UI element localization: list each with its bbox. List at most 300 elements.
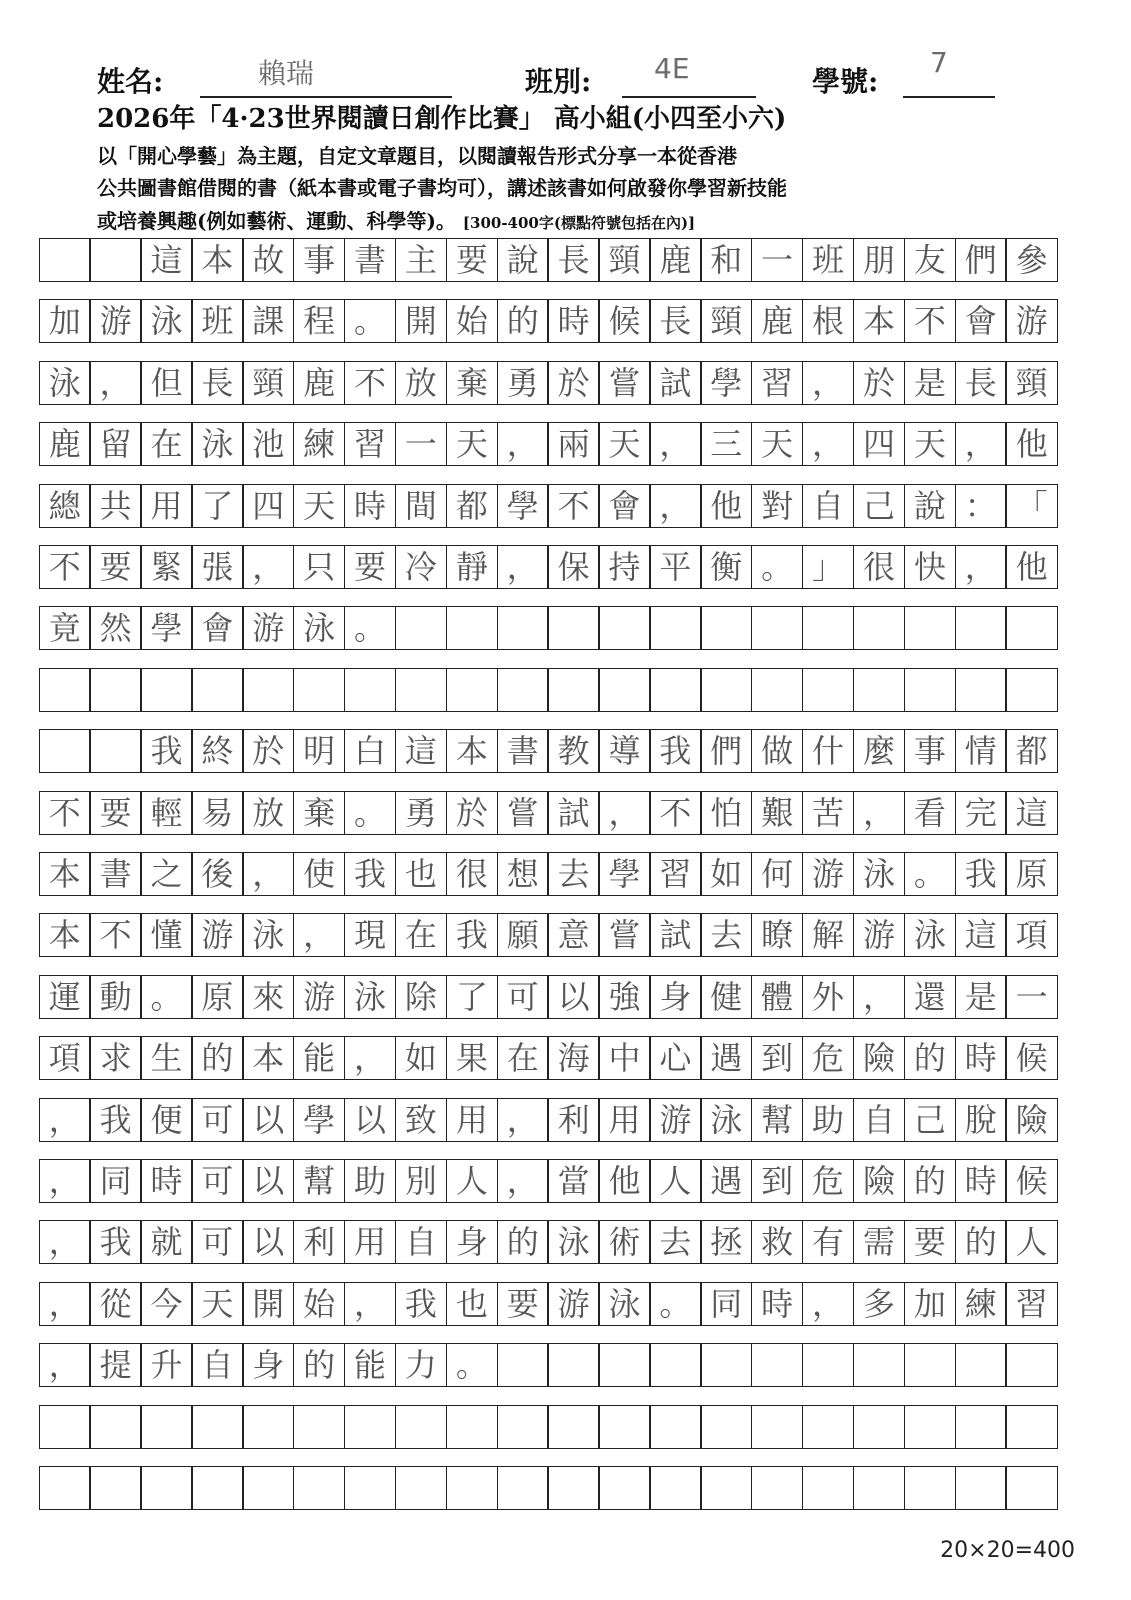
grid-cell [802, 668, 854, 712]
grid-cell: 冷 [395, 545, 447, 589]
grid-cell: 果 [446, 1036, 498, 1080]
grid-cell: 頸 [598, 238, 650, 282]
grid-cell: 泳 [904, 913, 956, 957]
grid-cell [293, 668, 345, 712]
grid-cell [802, 1466, 854, 1510]
grid-row [40, 1159, 1058, 1203]
grid-cell: 終 [191, 729, 243, 773]
grid-cell: 他 [1005, 545, 1057, 589]
grid-cell: 情 [955, 729, 1007, 773]
grid-cell: 加 [39, 299, 91, 343]
grid-cell [955, 606, 1007, 650]
grid-cell: 嘗 [598, 913, 650, 957]
grid-cell [955, 1405, 1007, 1449]
grid-cell: 白 [344, 729, 396, 773]
instruction-line-1: 以「開心學藝」為主題，自定文章題目，以閱讀報告形式分享一本從香港 [97, 144, 737, 168]
grid-cell: 我 [446, 913, 498, 957]
grid-cell: 鹿 [39, 422, 91, 466]
grid-cell: 自 [191, 1343, 243, 1387]
instruction-line-3 [97, 205, 695, 234]
grid-cell: 身 [446, 1220, 498, 1264]
grid-cell: 有 [802, 1220, 854, 1264]
grid-cell [853, 668, 905, 712]
grid-cell: 以 [242, 1159, 294, 1203]
grid-cell: 麼 [853, 729, 905, 773]
grid-cell [446, 668, 498, 712]
grid-cell: 體 [751, 975, 803, 1019]
grid-cell: 今 [140, 1282, 192, 1326]
grid-cell: 本 [242, 1036, 294, 1080]
grid-row [40, 1466, 1058, 1510]
grid-cell: 利 [547, 1098, 599, 1142]
grid-cell: 試 [649, 361, 701, 405]
grid-cell: 去 [649, 1220, 701, 1264]
grid-cell: 兩 [547, 422, 599, 466]
grid-cell: 升 [140, 1343, 192, 1387]
grid-cell: 頸 [1005, 361, 1057, 405]
grid-cell: 友 [904, 238, 956, 282]
grid-cell [904, 1343, 956, 1387]
grid-cell: 用 [140, 484, 192, 528]
grid-cell: 做 [751, 729, 803, 773]
grid-row [40, 361, 1058, 405]
grid-cell: 不 [89, 913, 141, 957]
grid-cell: 課 [242, 299, 294, 343]
grid-cell: 的 [904, 1159, 956, 1203]
grid-cell: 可 [497, 975, 549, 1019]
grid-cell: 同 [700, 1282, 752, 1326]
grid-cell: ， [853, 975, 905, 1019]
grid-cell: 天 [904, 422, 956, 466]
grid-cell: ， [39, 1098, 91, 1142]
grid-cell: 會 [598, 484, 650, 528]
grid-cell: 學 [293, 1098, 345, 1142]
number-line [903, 96, 995, 98]
grid-cell [547, 1343, 599, 1387]
grid-cell: 長 [547, 238, 599, 282]
grid-cell: 還 [904, 975, 956, 1019]
grid-row [40, 1405, 1058, 1449]
grid-cell: ， [497, 1159, 549, 1203]
grid-cell: ， [853, 791, 905, 835]
grid-cell: 於 [853, 361, 905, 405]
grid-cell: 懂 [140, 913, 192, 957]
grid-cell: 需 [853, 1220, 905, 1264]
grid-cell: 長 [955, 361, 1007, 405]
grid-cell: 險 [853, 1036, 905, 1080]
grid-cell: 很 [853, 545, 905, 589]
grid-cell: 便 [140, 1098, 192, 1142]
grid-cell [191, 1466, 243, 1510]
grid-cell: 如 [700, 852, 752, 896]
grid-cell: 使 [293, 852, 345, 896]
grid-cell: 。 [344, 606, 396, 650]
grid-cell: 於 [547, 361, 599, 405]
grid-cell: 天 [293, 484, 345, 528]
grid-cell: 不 [39, 545, 91, 589]
grid-cell: 時 [751, 1282, 803, 1326]
grid-cell: 棄 [446, 361, 498, 405]
grid-cell: ， [39, 1343, 91, 1387]
grid-row [40, 913, 1058, 957]
grid-cell: ， [242, 852, 294, 896]
grid-cell: 遇 [700, 1036, 752, 1080]
grid-cell: 共 [89, 484, 141, 528]
grid-cell: 鹿 [293, 361, 345, 405]
grid-cell: 什 [802, 729, 854, 773]
grid-cell: 了 [446, 975, 498, 1019]
grid-cell: 生 [140, 1036, 192, 1080]
grid-cell: ： [955, 484, 1007, 528]
grid-cell: 保 [547, 545, 599, 589]
grid-cell: 四 [853, 422, 905, 466]
grid-cell: 不 [547, 484, 599, 528]
grid-cell: 習 [1005, 1282, 1057, 1326]
grid-cell: 間 [395, 484, 447, 528]
grid-cell [955, 1466, 1007, 1510]
grid-cell: 們 [700, 729, 752, 773]
grid-cell: 開 [395, 299, 447, 343]
grid-cell [547, 1466, 599, 1510]
grid-cell: 四 [242, 484, 294, 528]
grid-row [40, 1036, 1058, 1080]
grid-cell [547, 606, 599, 650]
grid-cell [649, 1466, 701, 1510]
grid-cell: 他 [598, 1159, 650, 1203]
grid-cell: 別 [395, 1159, 447, 1203]
grid-cell: 頸 [242, 361, 294, 405]
grid-cell: 我 [395, 1282, 447, 1326]
grid-cell: 加 [904, 1282, 956, 1326]
grid-cell: 泳 [140, 299, 192, 343]
grid-cell: 天 [598, 422, 650, 466]
grid-cell [191, 668, 243, 712]
grid-cell [802, 606, 854, 650]
grid-cell [293, 1405, 345, 1449]
grid-cell: 勇 [395, 791, 447, 835]
grid-cell: 人 [1005, 1220, 1057, 1264]
grid-cell: 泳 [344, 975, 396, 1019]
grid-cell: 這 [955, 913, 1007, 957]
grid-cell [89, 1405, 141, 1449]
grid-cell [1005, 1405, 1057, 1449]
grid-cell: 苦 [802, 791, 854, 835]
grid-cell: 到 [751, 1036, 803, 1080]
grid-cell [904, 1466, 956, 1510]
grid-cell [39, 668, 91, 712]
grid-cell: 也 [395, 852, 447, 896]
grid-cell: 書 [497, 729, 549, 773]
grid-cell: 勇 [497, 361, 549, 405]
grid-cell: 人 [649, 1159, 701, 1203]
grid-cell: 可 [191, 1159, 243, 1203]
grid-cell [751, 1466, 803, 1510]
grid-cell: 海 [547, 1036, 599, 1080]
grid-cell: ， [955, 545, 1007, 589]
grid-cell: 朋 [853, 238, 905, 282]
grid-cell: 原 [1005, 852, 1057, 896]
grid-cell: 習 [751, 361, 803, 405]
grid-cell: 在 [497, 1036, 549, 1080]
grid-cell: 的 [191, 1036, 243, 1080]
grid-cell [395, 606, 447, 650]
grid-cell: 本 [39, 852, 91, 896]
class-value: 4E [654, 52, 690, 85]
grid-cell: 會 [955, 299, 1007, 343]
grid-cell: 學 [700, 361, 752, 405]
grid-cell: 們 [955, 238, 1007, 282]
grid-cell: 班 [802, 238, 854, 282]
grid-cell: 用 [446, 1098, 498, 1142]
grid-cell [242, 668, 294, 712]
grid-cell [242, 1466, 294, 1510]
grid-cell [700, 1405, 752, 1449]
grid-cell: 放 [395, 361, 447, 405]
grid-cell: ， [497, 545, 549, 589]
grid-cell: 開 [242, 1282, 294, 1326]
grid-cell [191, 1405, 243, 1449]
grid-cell [751, 606, 803, 650]
grid-cell [700, 606, 752, 650]
grid-cell: 外 [802, 975, 854, 1019]
grid-cell: 本 [191, 238, 243, 282]
grid-cell: 書 [344, 238, 396, 282]
grid-cell: 的 [904, 1036, 956, 1080]
grid-cell: 後 [191, 852, 243, 896]
grid-cell [242, 1405, 294, 1449]
grid-cell: 運 [39, 975, 91, 1019]
grid-cell: 衡 [700, 545, 752, 589]
grid-cell: 的 [293, 1343, 345, 1387]
grid-cell: 留 [89, 422, 141, 466]
grid-row [40, 1220, 1058, 1264]
grid-cell: ， [39, 1159, 91, 1203]
grid-cell [751, 668, 803, 712]
grid-cell: 對 [751, 484, 803, 528]
grid-cell: 完 [955, 791, 1007, 835]
grid-cell: 三 [700, 422, 752, 466]
grid-row [40, 238, 1058, 282]
name-label: 姓名: [97, 65, 164, 98]
grid-cell: 只 [293, 545, 345, 589]
number-value: 7 [930, 46, 948, 79]
grid-cell [598, 1466, 650, 1510]
grid-cell: 。 [649, 1282, 701, 1326]
grid-cell: 程 [293, 299, 345, 343]
grid-cell: 要 [89, 545, 141, 589]
grid-cell: 時 [955, 1159, 1007, 1203]
grid-cell: 要 [497, 1282, 549, 1326]
grid-cell: 一 [751, 238, 803, 282]
number-label: 學號: [812, 65, 879, 98]
grid-cell: 用 [344, 1220, 396, 1264]
grid-cell: ， [344, 1282, 396, 1326]
grid-cell [140, 668, 192, 712]
grid-cell [497, 1343, 549, 1387]
grid-cell: ， [89, 361, 141, 405]
grid-cell [598, 1343, 650, 1387]
grid-cell: ， [497, 1098, 549, 1142]
grid-cell: 游 [1005, 299, 1057, 343]
name-value: 賴瑞 [258, 57, 315, 90]
grid-cell: 說 [497, 238, 549, 282]
grid-cell: 試 [547, 791, 599, 835]
grid-cell: 這 [395, 729, 447, 773]
grid-cell: 習 [344, 422, 396, 466]
grid-cell: 嘗 [497, 791, 549, 835]
grid-cell: 不 [904, 299, 956, 343]
grid-cell: 始 [293, 1282, 345, 1326]
grid-cell: 放 [242, 791, 294, 835]
grid-row [40, 484, 1058, 528]
grid-cell: 總 [39, 484, 91, 528]
grid-cell: ， [649, 484, 701, 528]
grid-cell [293, 1466, 345, 1510]
grid-cell: 泳 [293, 606, 345, 650]
grid-cell [1005, 1343, 1057, 1387]
grid-cell: 游 [293, 975, 345, 1019]
grid-cell: 班 [191, 299, 243, 343]
grid-cell: 自 [802, 484, 854, 528]
grid-cell: 候 [598, 299, 650, 343]
competition-title: 2026年「4·23世界閱讀日創作比賽」 高小組(小四至小六) [97, 104, 787, 134]
grid-cell: 想 [497, 852, 549, 896]
grid-cell: 泳 [547, 1220, 599, 1264]
grid-cell [395, 668, 447, 712]
grid-cell [904, 1405, 956, 1449]
grid-cell: 泳 [242, 913, 294, 957]
grid-cell: 遇 [700, 1159, 752, 1203]
grid-cell: 多 [853, 1282, 905, 1326]
grid-cell [497, 1466, 549, 1510]
grid-cell [853, 1466, 905, 1510]
grid-cell: 游 [649, 1098, 701, 1142]
grid-cell: 游 [242, 606, 294, 650]
grid-cell: 的 [955, 1220, 1007, 1264]
grid-cell [853, 1343, 905, 1387]
grid-row [40, 791, 1058, 835]
grid-cell: 都 [1005, 729, 1057, 773]
grid-size-note: 20×20=400 [940, 1538, 1075, 1563]
grid-cell: 解 [802, 913, 854, 957]
instruction-text: 或培養興趣(例如藝術、運動、科學等)。 [97, 209, 456, 233]
grid-cell: 危 [802, 1036, 854, 1080]
grid-cell: 從 [89, 1282, 141, 1326]
grid-cell: 不 [649, 791, 701, 835]
grid-cell: 用 [598, 1098, 650, 1142]
grid-cell: 是 [904, 361, 956, 405]
grid-cell: 書 [89, 852, 141, 896]
grid-cell: 幫 [751, 1098, 803, 1142]
grid-row [40, 668, 1058, 712]
grid-cell: 竟 [39, 606, 91, 650]
grid-row [40, 1282, 1058, 1326]
grid-cell: 參 [1005, 238, 1057, 282]
grid-cell: 學 [598, 852, 650, 896]
grid-cell: 本 [853, 299, 905, 343]
grid-cell: 然 [89, 606, 141, 650]
grid-cell: 動 [89, 975, 141, 1019]
grid-cell [649, 606, 701, 650]
grid-cell [700, 1466, 752, 1510]
grid-cell: 力 [395, 1343, 447, 1387]
grid-cell: 學 [140, 606, 192, 650]
grid-cell: 項 [1005, 913, 1057, 957]
grid-cell: ， [497, 422, 549, 466]
grid-cell: 時 [547, 299, 599, 343]
grid-cell [89, 238, 141, 282]
grid-cell: 「 [1005, 484, 1057, 528]
grid-cell [344, 668, 396, 712]
grid-cell: 說 [904, 484, 956, 528]
grid-cell: 瞭 [751, 913, 803, 957]
grid-cell [649, 668, 701, 712]
class-label: 班別: [525, 65, 592, 98]
grid-cell: 。 [904, 852, 956, 896]
grid-cell: 學 [497, 484, 549, 528]
grid-cell: 很 [446, 852, 498, 896]
grid-cell [39, 729, 91, 773]
grid-row [40, 422, 1058, 466]
grid-cell: 平 [649, 545, 701, 589]
grid-cell: 主 [395, 238, 447, 282]
grid-cell: 拯 [700, 1220, 752, 1264]
grid-cell: 長 [649, 299, 701, 343]
grid-cell: 。 [446, 1343, 498, 1387]
grid-cell: 。 [140, 975, 192, 1019]
grid-cell: 他 [700, 484, 752, 528]
grid-cell [89, 668, 141, 712]
essay-grid [40, 238, 1088, 1528]
grid-cell: 在 [140, 422, 192, 466]
instruction-line-2: 公共圖書館借閱的書（紙本書或電子書均可），講述該書如何啟發你學習新技能 [97, 176, 787, 200]
grid-cell: 時 [344, 484, 396, 528]
grid-cell: 試 [649, 913, 701, 957]
grid-cell: 但 [140, 361, 192, 405]
grid-cell: ， [802, 422, 854, 466]
grid-cell: 幫 [293, 1159, 345, 1203]
grid-cell: 了 [191, 484, 243, 528]
grid-cell: 事 [904, 729, 956, 773]
grid-cell: 輕 [140, 791, 192, 835]
grid-cell: 天 [446, 422, 498, 466]
grid-cell [497, 606, 549, 650]
grid-cell [751, 1405, 803, 1449]
grid-cell: 身 [242, 1343, 294, 1387]
grid-cell: 在 [395, 913, 447, 957]
grid-cell: 持 [598, 545, 650, 589]
grid-cell [39, 1466, 91, 1510]
grid-cell: 要 [89, 791, 141, 835]
grid-cell: 就 [140, 1220, 192, 1264]
grid-cell: 利 [293, 1220, 345, 1264]
grid-cell: 身 [649, 975, 701, 1019]
grid-cell: 易 [191, 791, 243, 835]
grid-cell [344, 1405, 396, 1449]
grid-cell: 這 [1005, 791, 1057, 835]
grid-cell [140, 1405, 192, 1449]
grid-cell: 本 [446, 729, 498, 773]
grid-cell: 張 [191, 545, 243, 589]
grid-cell: 我 [89, 1098, 141, 1142]
grid-cell: 能 [344, 1343, 396, 1387]
grid-cell [1005, 606, 1057, 650]
grid-cell: 候 [1005, 1159, 1057, 1203]
grid-cell: 天 [751, 422, 803, 466]
grid-cell: 泳 [700, 1098, 752, 1142]
grid-row [40, 545, 1058, 589]
grid-cell [1005, 1466, 1057, 1510]
